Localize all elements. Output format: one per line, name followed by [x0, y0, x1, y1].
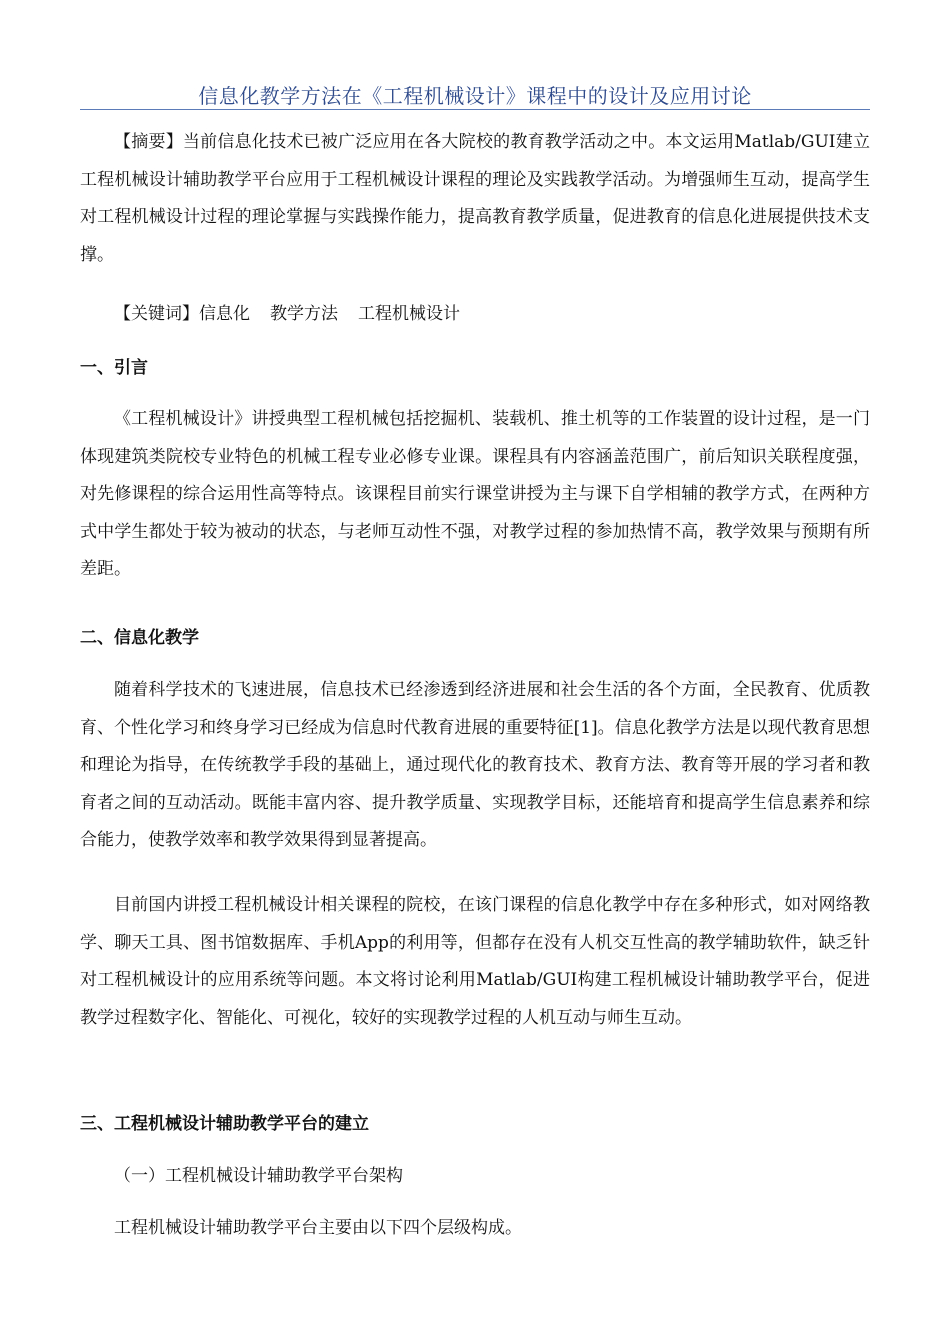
section-heading-platform: 三、工程机械设计辅助教学平台的建立	[80, 1114, 369, 1134]
subsection-heading: （一）工程机械设计辅助教学平台架构	[114, 1166, 403, 1186]
section-paragraph: 工程机械设计辅助教学平台主要由以下四个层级构成。	[114, 1218, 522, 1238]
section-paragraph: 随着科学技术的飞速进展，信息技术已经渗透到经济进展和社会生活的各个方面，全民教育、优质教育、个性化学习和终身学习已经成为信息时代教育进展的重要特征[1]。信息化教学方法是以现代教育思想和理论为指导，在传统教学手段的基础上，通过现代化的教育技术、教育方法、教育等开展的学习者和教育者之间的互动活动。既能丰富内容、提升教学质量、实现教学目标，还能培育和提高学生信息素养和综合能力，使教学效率和教学效果得到显著提高。	[80, 680, 870, 850]
keywords-line	[114, 300, 870, 328]
keyword-term: 教学方法	[270, 304, 338, 324]
section-heading-introduction: 一、引言	[80, 358, 148, 378]
document-title: 信息化教学方法在《工程机械设计》课程中的设计及应用讨论	[198, 84, 752, 108]
section-heading-informatization: 二、信息化教学	[80, 628, 199, 648]
section-paragraph: 目前国内讲授工程机械设计相关课程的院校，在该门课程的信息化教学中存在多种形式，如对网络教学、聊天工具、图书馆数据库、手机App的利用等，但都存在没有人机交互性高的教学辅助软件，缺乏针对工程机械设计的应用系统等问题。本文将讨论利用Matlab/GUI构建工程机械设计辅助教学平台，促进教学过程数字化、智能化、可视化，较好的实现教学过程的人机互动与师生互动。	[80, 895, 870, 1028]
keyword-term: 信息化	[199, 304, 250, 324]
keywords-label: 【关键词】	[114, 304, 199, 324]
abstract-paragraph: 【摘要】当前信息化技术已被广泛应用在各大院校的教育教学活动之中。本文运用Matlab/GUI建立工程机械设计辅助教学平台应用于工程机械设计课程的理论及实践教学活动。为增强师生互动，提高学生对工程机械设计过程的理论掌握与实践操作能力，提高教育教学质量，促进教育的信息化进展提供技术支撑。	[80, 132, 870, 265]
section-paragraph: 《工程机械设计》讲授典型工程机械包括挖掘机、装载机、推土机等的工作装置的设计过程，是一门体现建筑类院校专业特色的机械工程专业必修专业课。课程具有内容涵盖范围广，前后知识关联程度强，对先修课程的综合运用性高等特点。该课程目前实行课堂讲授为主与课下自学相辅的教学方式，在两种方式中学生都处于较为被动的状态，与老师互动性不强，对教学过程的参加热情不高，教学效果与预期有所差距。	[80, 409, 870, 579]
keyword-term: 工程机械设计	[358, 304, 460, 324]
title-underline-divider	[80, 109, 870, 110]
